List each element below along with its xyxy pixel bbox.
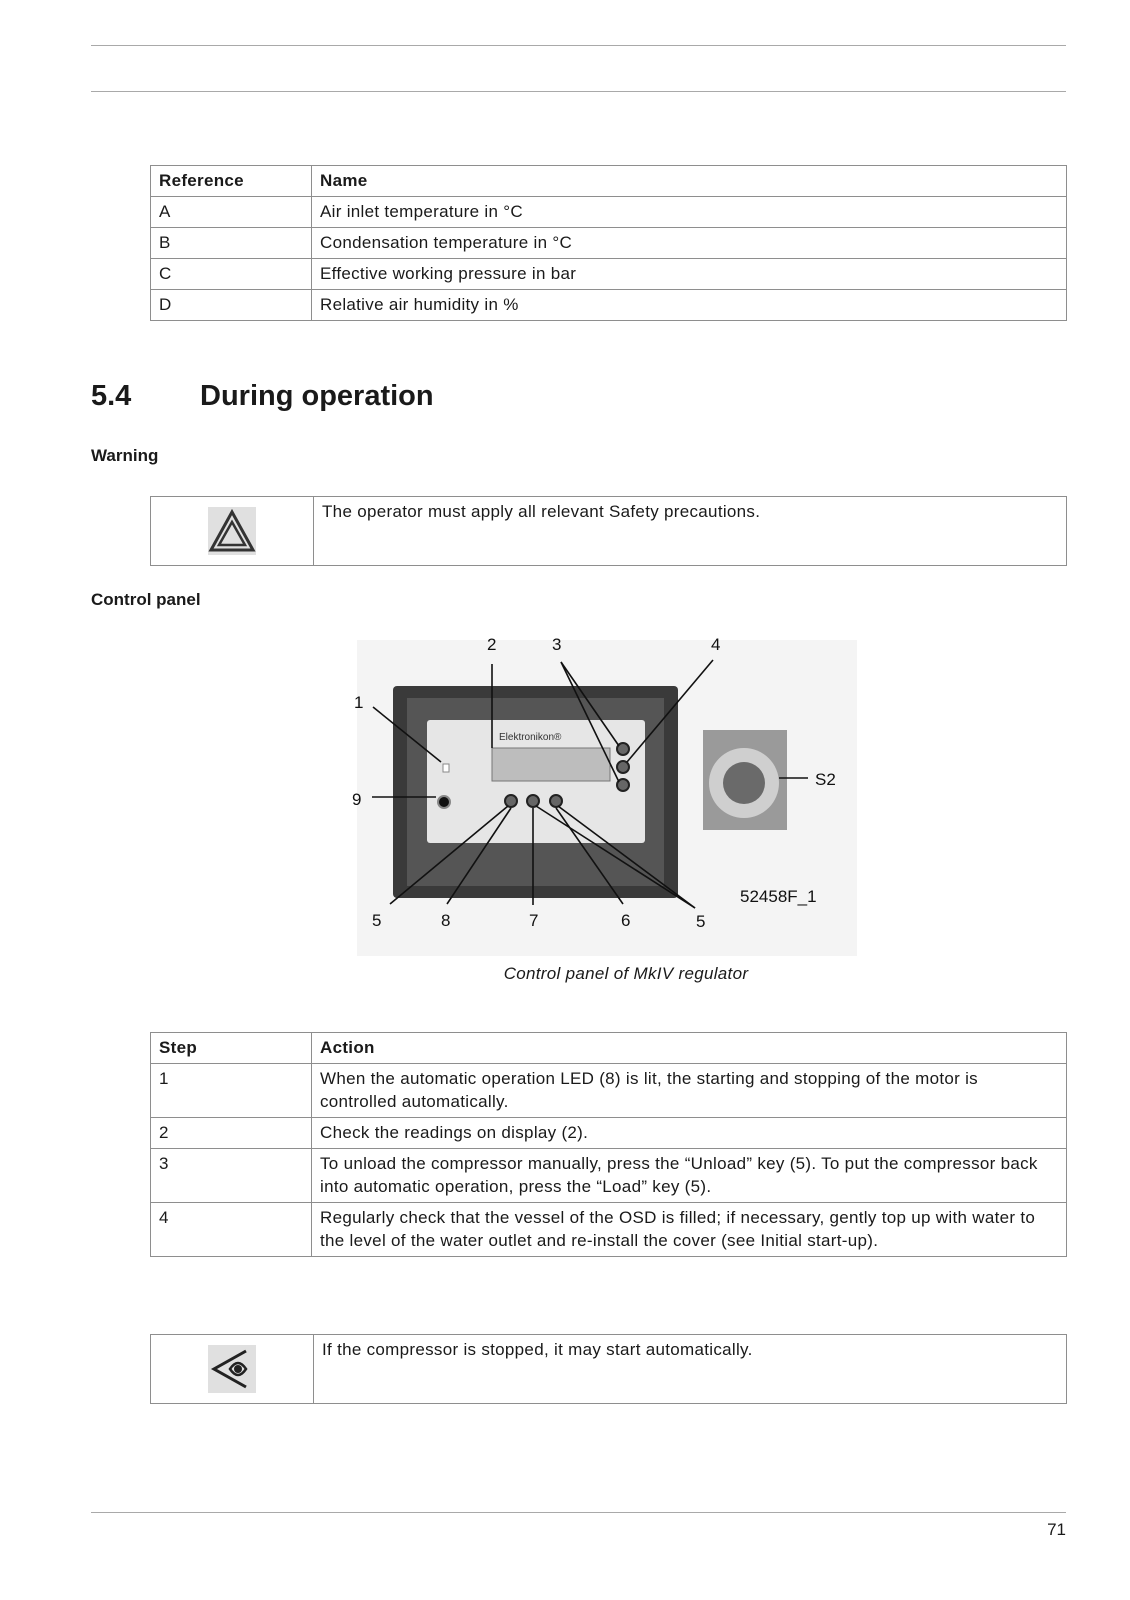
table-row <box>151 1118 1067 1149</box>
table-cell: Relative air humidity in % <box>312 290 1067 321</box>
table-cell: Air inlet temperature in °C <box>312 197 1067 228</box>
callout-label: 2 <box>487 635 497 654</box>
steps-table <box>150 1032 1067 1257</box>
callout-label: 3 <box>552 635 562 654</box>
figure-caption: Control panel of MkIV regulator <box>503 964 749 983</box>
table-cell: 3 <box>151 1149 312 1203</box>
warning-box <box>150 496 1067 566</box>
table-cell: A <box>151 197 312 228</box>
table-cell: Regularly check that the vessel of the OSD is filled; if necessary, gently top up with water to the level of the water outlet and re-install the cover (see Initial start-up). <box>312 1203 1067 1257</box>
table-cell: 2 <box>151 1118 312 1149</box>
table-cell: When the automatic operation LED (8) is lit, the starting and stopping of the motor is controlled automatically. <box>312 1064 1067 1118</box>
display <box>492 748 610 781</box>
control-panel-heading: Control panel <box>91 590 201 609</box>
table-row <box>151 259 1067 290</box>
callout-label: S2 <box>815 770 836 789</box>
header-rule-bottom <box>91 91 1066 92</box>
table-row <box>151 1064 1067 1118</box>
column-header: Name <box>312 166 1067 197</box>
figure-code: 52458F_1 <box>740 887 817 906</box>
header-rule-top <box>91 45 1066 46</box>
table-row <box>151 1203 1067 1257</box>
control-panel-figure <box>352 635 857 956</box>
led <box>443 764 449 772</box>
table-header-row <box>151 166 1067 197</box>
callout-label: 8 <box>441 911 451 930</box>
notice-icon-cell <box>151 1335 314 1404</box>
reference-table <box>150 165 1067 321</box>
table-row <box>151 228 1067 259</box>
column-header: Step <box>151 1033 312 1064</box>
footer-rule <box>91 1512 1066 1513</box>
column-header: Reference <box>151 166 312 197</box>
brand-label: Elektronikon® <box>499 732 562 743</box>
table-cell: D <box>151 290 312 321</box>
callout-label: 5 <box>372 911 382 930</box>
section-title: During operation <box>200 380 434 412</box>
eye-caution-icon <box>208 1345 256 1393</box>
page-number: 71 <box>1047 1520 1066 1539</box>
table-header-row <box>151 1033 1067 1064</box>
table-cell: To unload the compressor manually, press the “Unload” key (5). To put the compressor back into automatic operation, press the “Load” key (5). <box>312 1149 1067 1203</box>
callout-label: 6 <box>621 911 631 930</box>
notice-box <box>150 1334 1067 1404</box>
section-number: 5.4 <box>91 380 132 412</box>
table-cell: 1 <box>151 1064 312 1118</box>
section-heading <box>91 380 434 413</box>
notice-text: If the compressor is stopped, it may start automatically. <box>314 1335 1067 1404</box>
panel-key <box>550 795 562 807</box>
warning-heading: Warning <box>91 446 159 465</box>
callout-label: 4 <box>711 635 721 654</box>
callout-label: 9 <box>352 790 362 809</box>
table-row <box>151 197 1067 228</box>
emergency-stop-button <box>723 762 765 804</box>
table-cell: Check the readings on display (2). <box>312 1118 1067 1149</box>
callout-label: 1 <box>354 693 364 712</box>
stop-button <box>438 796 450 808</box>
table-cell: C <box>151 259 312 290</box>
warning-text: The operator must apply all relevant Safety precautions. <box>314 497 1067 566</box>
warning-triangle-icon <box>208 507 256 555</box>
table-cell: Condensation temperature in °C <box>312 228 1067 259</box>
panel-key <box>617 761 629 773</box>
warning-icon-cell <box>151 497 314 566</box>
callout-label: 5 <box>696 912 706 931</box>
table-cell: 4 <box>151 1203 312 1257</box>
callout-label: 7 <box>529 911 539 930</box>
panel-key <box>505 795 517 807</box>
table-cell: Effective working pressure in bar <box>312 259 1067 290</box>
table-row <box>151 1149 1067 1203</box>
column-header: Action <box>312 1033 1067 1064</box>
table-cell: B <box>151 228 312 259</box>
panel-key <box>527 795 539 807</box>
table-row <box>151 290 1067 321</box>
